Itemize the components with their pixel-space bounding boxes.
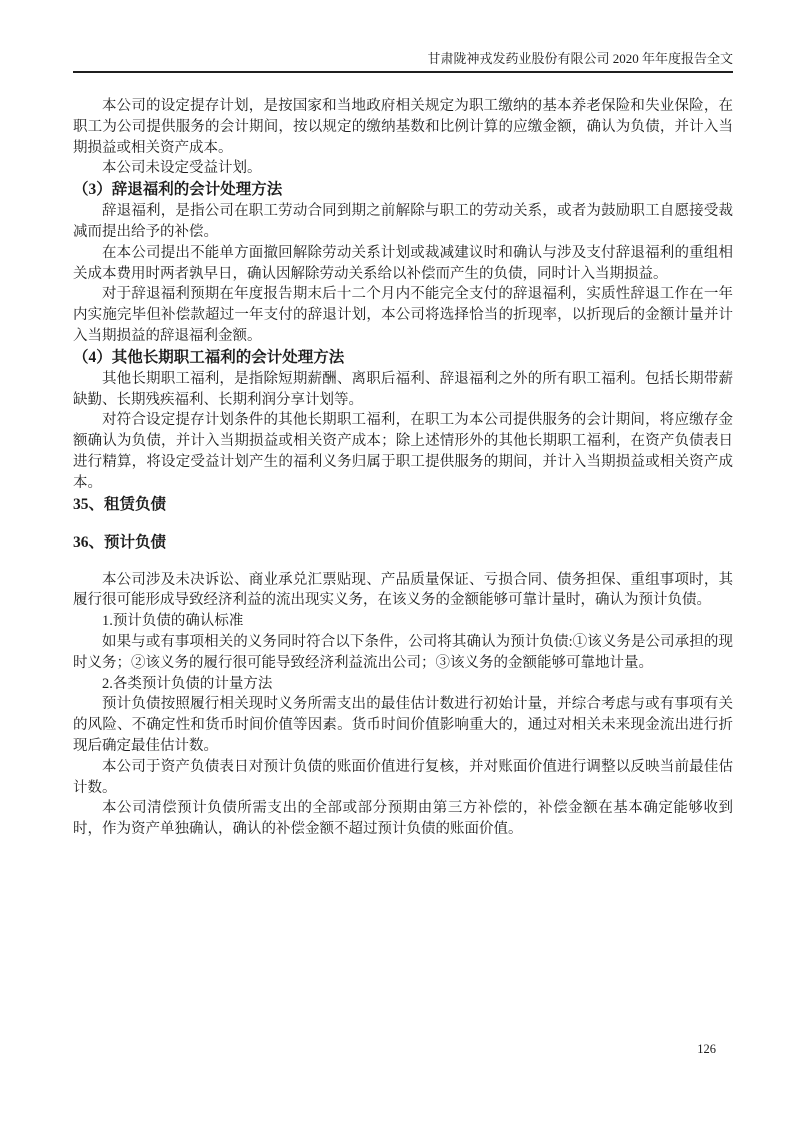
header-title: 甘肃陇神戎发药业股份有限公司 2020 年年度报告全文 [427,51,733,66]
numbered-section-heading: 35、租赁负债 [73,495,167,513]
paragraph: 其他长期职工福利，是指除短期薪酬、离职后福利、辞退福利之外的所有职工福利。包括长期带薪缺勤、长期残疾福利、长期利润分享计划等。 [73,370,733,408]
paragraph: 辞退福利，是指公司在职工劳动合同到期之前解除与职工的劳动关系，或者为鼓励职工自愿接受裁减而提出给予的补偿。 [73,203,733,240]
sub-section-heading: （3）辞退福利的会计处理方法 [73,181,283,199]
paragraph: 本公司涉及未决诉讼、商业承兑汇票贴现、产品质量保证、亏损合同、债务担保、重组事项时，其履行很可能形成导致经济利益的流出现实义务，在该义务的金额能够可靠计量时，确认为预计负债。 [73,571,733,609]
paragraph: 本公司的设定提存计划，是按国家和当地政府相关规定为职工缴纳的基本养老保险和失业保险，在职工为公司提供服务的会计期间，按以规定的缴纳基数和比例计算的应缴金额，确认为负债，并计入当期损益或相关资产成本。 [73,98,733,156]
paragraph: 对于辞退福利预期在年度报告期末后十二个月内不能完全支付的辞退福利，实质性辞退工作在一年内实施完毕但补偿款超过一年支付的辞退计划，本公司将选择恰当的折现率，以折现后的金额计量并计入当期损益的辞退福利金额。 [73,286,733,344]
paragraph: 本公司于资产负债表日对预计负债的账面价值进行复核，并对账面价值进行调整以反映当前最佳估计数。 [73,758,733,796]
paragraph: 预计负债按照履行相关现时义务所需支出的最佳估计数进行初始计量，并综合考虑与或有事项有关的风险、不确定性和货币时间价值等因素。货币时间价值影响重大的，通过对相关未来现金流出进行折现后确定最佳估计数。 [73,696,733,754]
document-body [73,96,733,840]
paragraph: 本公司清偿预计负债所需支出的全部或部分预期由第三方补偿的，补偿金额在基本确定能够收到时，作为资产单独确认，确认的补偿金额不超过预计负债的账面价值。 [73,800,733,838]
paragraph: 如果与或有事项相关的义务同时符合以下条件，公司将其确认为预计负债:①该义务是公司承担的现时义务；②该义务的履行很可能导致经济利益流出公司；③该义务的金额能够可靠地计量。 [73,633,733,671]
paragraph: 对符合设定提存计划条件的其他长期职工福利，在职工为本公司提供服务的会计期间，将应缴存金额确认为负债，并计入当期损益或相关资产成本；除上述情形外的其他长期职工福利，在资产负债表日进行精算，将设定受益计划产生的福利义务归属于职工提供服务的期间，并计入当期损益或相关资产成本。 [73,412,733,491]
page-number: 126 [697,1042,716,1056]
paragraph: 1.预计负债的确认标准 [102,613,244,630]
page-header [73,50,733,73]
paragraph: 2.各类预计负债的计量方法 [102,675,273,692]
paragraph: 本公司未设定受益计划。 [102,160,262,177]
paragraph: 在本公司提出不能单方面撤回解除劳动关系计划或裁减建议时和确认与涉及支付辞退福利的重组相关成本费用时两者孰早日，确认因解除劳动关系给以补偿而产生的负债，同时计入当期损益。 [73,244,733,282]
numbered-section-heading: 36、预计负债 [73,533,167,551]
sub-section-heading: （4）其他长期职工福利的会计处理方法 [73,348,345,366]
